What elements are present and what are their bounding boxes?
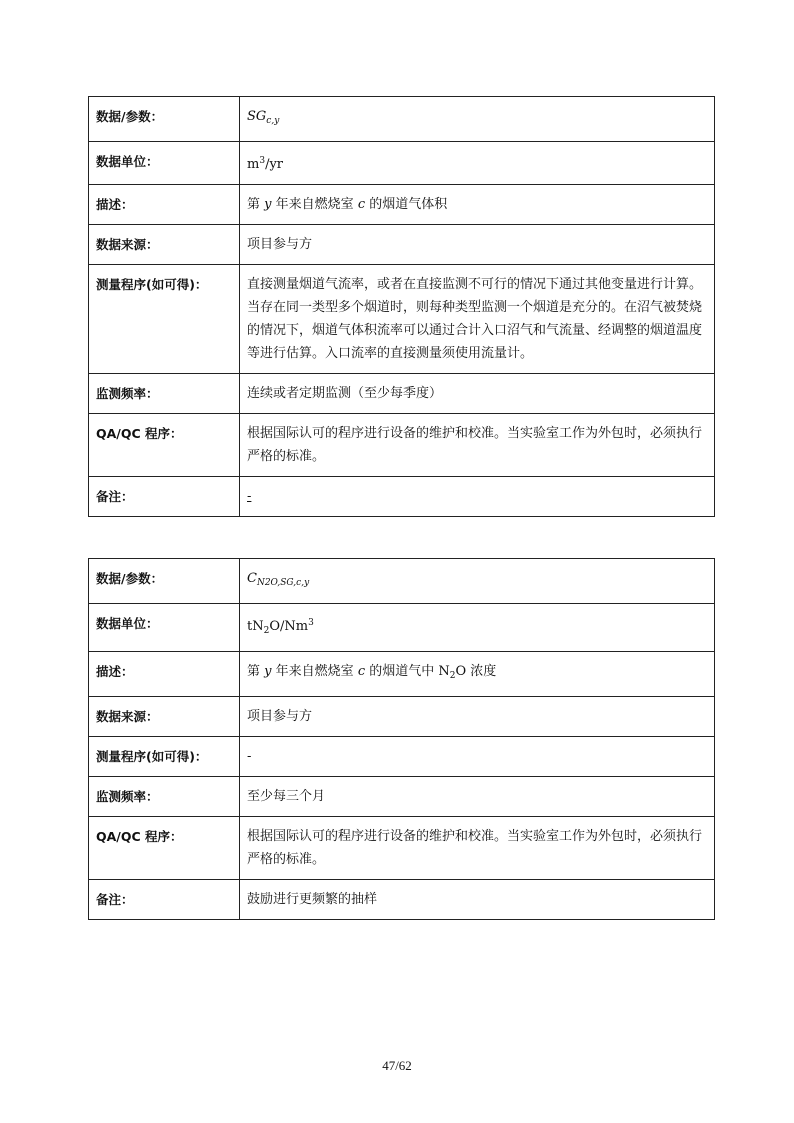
label-measurement-procedure: 测量程序(如可得)：	[89, 737, 240, 777]
desc-part: 的烟道气中 N	[369, 664, 450, 679]
row-monitoring-frequency	[89, 777, 715, 817]
row-data-source	[89, 697, 715, 737]
label-measurement-procedure: 测量程序(如可得)：	[89, 265, 240, 374]
value-data-source: 项目参与方	[240, 225, 715, 265]
label-data-source: 数据来源：	[89, 225, 240, 265]
param-subscript: N2O,SG,c,y	[256, 578, 310, 588]
value-data-unit	[240, 142, 715, 185]
unit-part: tN	[247, 619, 264, 634]
unit-rest: /yr	[265, 157, 284, 172]
desc-var-c: c	[357, 197, 366, 212]
label-data-unit: 数据单位：	[89, 604, 240, 652]
row-data-parameter	[89, 559, 715, 604]
desc-part: 的烟道气体积	[369, 197, 448, 212]
desc-var-c: c	[357, 664, 366, 679]
notes-text: -	[247, 489, 252, 504]
label-data-parameter: 数据/参数：	[89, 559, 240, 604]
label-notes: 备注：	[89, 880, 240, 920]
value-notes: 鼓励进行更频繁的抽样	[240, 880, 715, 920]
desc-part: 第	[247, 197, 261, 212]
desc-var-y: y	[264, 197, 272, 212]
unit-subscript: 2	[263, 626, 270, 636]
row-data-parameter	[89, 97, 715, 142]
desc-var-y: y	[264, 664, 272, 679]
value-data-unit	[240, 604, 715, 652]
value-measurement-procedure: 直接测量烟道气流率，或者在直接监测不可行的情况下通过其他变量进行计算。当存在同一类型多个烟道时，则每种类型监测一个烟道是充分的。在沼气被焚烧的情况下，烟道气体积流率可以通过合计入口沼气和气流量、经调整的烟道温度等进行估算。入口流率的直接测量须使用流量计。	[240, 265, 715, 374]
parameter-table-sg	[88, 96, 715, 517]
row-notes	[89, 477, 715, 517]
value-monitoring-frequency: 至少每三个月	[240, 777, 715, 817]
unit-base: m	[247, 157, 260, 172]
row-description	[89, 652, 715, 697]
row-notes	[89, 880, 715, 920]
desc-subscript: 2	[449, 671, 456, 681]
value-monitoring-frequency: 连续或者定期监测（至少每季度）	[240, 374, 715, 414]
value-measurement-procedure: -	[240, 737, 715, 777]
desc-part: O 浓度	[455, 664, 497, 679]
value-data-parameter	[240, 559, 715, 604]
label-qaqc-procedure: QA/QC 程序：	[89, 414, 240, 477]
value-qaqc-procedure: 根据国际认可的程序进行设备的维护和校准。当实验室工作为外包时，必须执行严格的标准。	[240, 414, 715, 477]
row-data-source	[89, 225, 715, 265]
unit-superscript: 3	[259, 156, 266, 166]
label-qaqc-procedure: QA/QC 程序：	[89, 817, 240, 880]
value-notes	[240, 477, 715, 517]
value-data-source: 项目参与方	[240, 697, 715, 737]
label-description: 描述：	[89, 185, 240, 225]
label-data-source: 数据来源：	[89, 697, 240, 737]
param-symbol: C	[247, 571, 257, 586]
label-data-parameter: 数据/参数：	[89, 97, 240, 142]
row-monitoring-frequency	[89, 374, 715, 414]
parameter-table-n2o	[88, 558, 715, 920]
desc-part: 年来自燃烧室	[275, 664, 354, 679]
value-description	[240, 185, 715, 225]
row-measurement-procedure	[89, 265, 715, 374]
row-qaqc-procedure	[89, 414, 715, 477]
param-subscript: c,y	[266, 116, 280, 126]
unit-part: O/Nm	[269, 619, 309, 634]
label-data-unit: 数据单位：	[89, 142, 240, 185]
value-description	[240, 652, 715, 697]
label-description: 描述：	[89, 652, 240, 697]
label-notes: 备注：	[89, 477, 240, 517]
row-qaqc-procedure	[89, 817, 715, 880]
value-qaqc-procedure: 根据国际认可的程序进行设备的维护和校准。当实验室工作为外包时，必须执行严格的标准。	[240, 817, 715, 880]
row-data-unit	[89, 142, 715, 185]
unit-superscript: 3	[308, 618, 314, 628]
row-data-unit	[89, 604, 715, 652]
param-symbol: SG	[247, 109, 267, 124]
desc-part: 第	[247, 664, 261, 679]
row-measurement-procedure	[89, 737, 715, 777]
value-data-parameter	[240, 97, 715, 142]
label-monitoring-frequency: 监测频率：	[89, 777, 240, 817]
page-number: 47/62	[382, 1058, 412, 1073]
desc-part: 年来自燃烧室	[275, 197, 354, 212]
row-description	[89, 185, 715, 225]
label-monitoring-frequency: 监测频率：	[89, 374, 240, 414]
